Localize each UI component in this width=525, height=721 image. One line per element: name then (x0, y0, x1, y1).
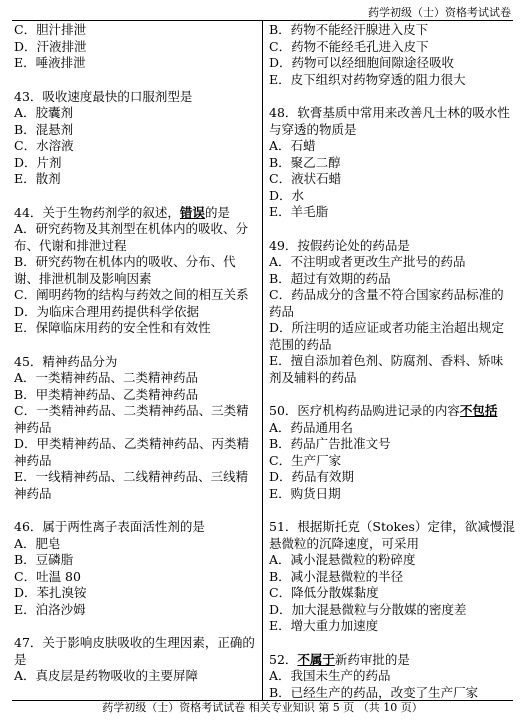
answer-option: A．胶囊剂 (14, 105, 74, 120)
emphasis-text: 不属于 (297, 651, 335, 667)
answer-option: B．混悬剂 (14, 121, 74, 137)
answer-option: E．泊洛沙姆 (14, 601, 86, 617)
answer-option: B．甲类精神药品、乙类精神药品 (14, 386, 199, 402)
question-block (269, 403, 515, 502)
stem-text: 49．按假药论处的药品是 (269, 237, 410, 253)
answer-option: E．散剂 (14, 171, 61, 186)
answer-option: D．药品有效期 (269, 469, 355, 484)
answer-option: B．减小混悬微粒的半径 (269, 568, 404, 584)
answer-option: A．我国未生产的药品 (269, 668, 391, 683)
emphasis-text: 不包括 (459, 403, 498, 418)
question-stem (14, 635, 260, 668)
question-stem (14, 354, 260, 371)
answer-option: B．研究药物在机体内的吸收、分布、代谢、排泄机制及影响因素 (14, 254, 236, 286)
question-block (14, 635, 260, 685)
answer-option: C．降低分散媒黏度 (269, 585, 379, 600)
question-block (269, 22, 515, 88)
answer-option: D．汗液排泄 (14, 38, 87, 54)
left-column (14, 22, 260, 702)
answer-option: B．超过有效期的药品 (269, 270, 391, 286)
question-block (14, 205, 260, 337)
question-block (14, 22, 260, 72)
right-column (269, 22, 515, 718)
stem-text: 43．吸收速度最快的口服剂型是 (14, 88, 193, 104)
stem-text: 新药审批的是 (334, 651, 410, 667)
answer-option: A．一类精神药品、二类精神药品 (14, 370, 199, 385)
answer-option: E．擅自添加着色剂、防腐剂、香料、矫味剂及辅料的药品 (269, 353, 504, 385)
question-stem (269, 238, 515, 255)
answer-option: A．不注明或者更改生产批号的药品 (269, 254, 466, 269)
answer-option: E．一线精神药品、二线精神药品、三线精神药品 (14, 469, 249, 501)
answer-option: A．药品通用名 (269, 419, 354, 435)
question-block (269, 238, 515, 387)
answer-option: A．减小混悬微粒的粉碎度 (269, 552, 416, 567)
answer-option: A．石蜡 (269, 138, 316, 153)
answer-option: C．生产厂家 (269, 452, 342, 468)
question-stem (14, 519, 260, 536)
answer-option: C．药物不能经毛孔进入皮下 (269, 38, 429, 54)
answer-option: B．药品广告批准文号 (269, 436, 391, 451)
stem-text: 52． (269, 651, 298, 667)
question-block (269, 652, 515, 702)
stem-text: 50．医疗机构药品购进记录的内容 (269, 403, 460, 418)
answer-option: D．苯扎溴铵 (14, 585, 87, 600)
stem-text: 46．属于两性离子表面活性剂的是 (14, 519, 205, 534)
answer-option: E．保障临床用药的安全性和有效性 (14, 320, 211, 335)
answer-option: D．药物可以经细胞间隙途径吸收 (269, 55, 455, 70)
stem-text: 44．关于生物药剂学的叙述， (14, 204, 180, 220)
question-block (269, 519, 515, 635)
answer-option: D．所注明的适应证或者功能主治超出规定范围的药品 (269, 320, 505, 352)
answer-option: D．为临床合理用药提供科学依据 (14, 303, 200, 319)
answer-option: C．胆汁排泄 (14, 22, 87, 37)
answer-option: E．羊毛脂 (269, 204, 329, 219)
stem-text: 45．精神药品分为 (14, 353, 118, 369)
question-stem (269, 652, 515, 669)
answer-option: C．一类精神药品、二类精神药品、三类精神药品 (14, 403, 249, 435)
question-stem (14, 205, 260, 222)
question-block (14, 354, 260, 503)
answer-option: D．水 (269, 187, 305, 203)
answer-option: C．药品成分的含量不符合国家药品标准的药品 (269, 287, 504, 319)
answer-option: A．研究药物及其剂型在机体内的吸收、分布、代谢和排泄过程 (14, 221, 249, 253)
stem-text: 48．软膏基质中常用来改善凡士林的吸水性与穿透的物质是 (269, 105, 510, 137)
stem-text: 的是 (204, 204, 230, 220)
question-stem (269, 519, 515, 552)
answer-option: B．聚乙二醇 (269, 154, 341, 170)
answer-option: E．增大重力加速度 (269, 618, 379, 633)
stem-text: 47．关于影响皮肤吸收的生理因素，正确的是 (14, 635, 255, 667)
answer-option: C．阐明药物的结构与药效之间的相互关系 (14, 287, 249, 302)
answer-option: D．甲类精神药品、乙类精神药品、丙类精神药品 (14, 436, 250, 468)
answer-option: A．肥皂 (14, 535, 61, 551)
question-stem (269, 105, 515, 138)
answer-option: C．吐温 80 (14, 568, 81, 584)
answer-option: B．豆磷脂 (14, 552, 74, 567)
answer-option: B．已经生产的药品，改变了生产厂家 (269, 684, 479, 700)
answer-option: C．水溶液 (14, 138, 74, 153)
answer-option: D．片剂 (14, 154, 62, 170)
column-divider (262, 20, 263, 700)
answer-option: E．购货日期 (269, 485, 341, 501)
emphasis-text: 错误 (179, 204, 205, 220)
stem-text: 51．根据斯托克（Stokes）定律，欲减慢混悬微粒的沉降速度，可采用 (269, 519, 515, 551)
answer-option: E．皮下组织对药物穿透的阻力很大 (269, 71, 466, 87)
question-block (14, 519, 260, 618)
question-stem (269, 403, 515, 420)
answer-option: D．加大混悬微粒与分散媒的密度差 (269, 601, 467, 617)
question-stem (14, 89, 260, 106)
page-footer: 药学初级（士）资格考试试卷 相关专业知识 第 5 页 （共 10 页） (102, 701, 423, 714)
answer-option: C．液状石蜡 (269, 171, 342, 186)
answer-option: B．药物不能经汗腺进入皮下 (269, 22, 429, 37)
answer-option: A．真皮层是药物吸收的主要屏障 (14, 668, 199, 683)
page-header: 药学初级（士）资格考试试卷 (368, 6, 511, 19)
question-block (269, 105, 515, 221)
question-block (14, 89, 260, 188)
answer-option: E．唾液排泄 (14, 55, 86, 70)
